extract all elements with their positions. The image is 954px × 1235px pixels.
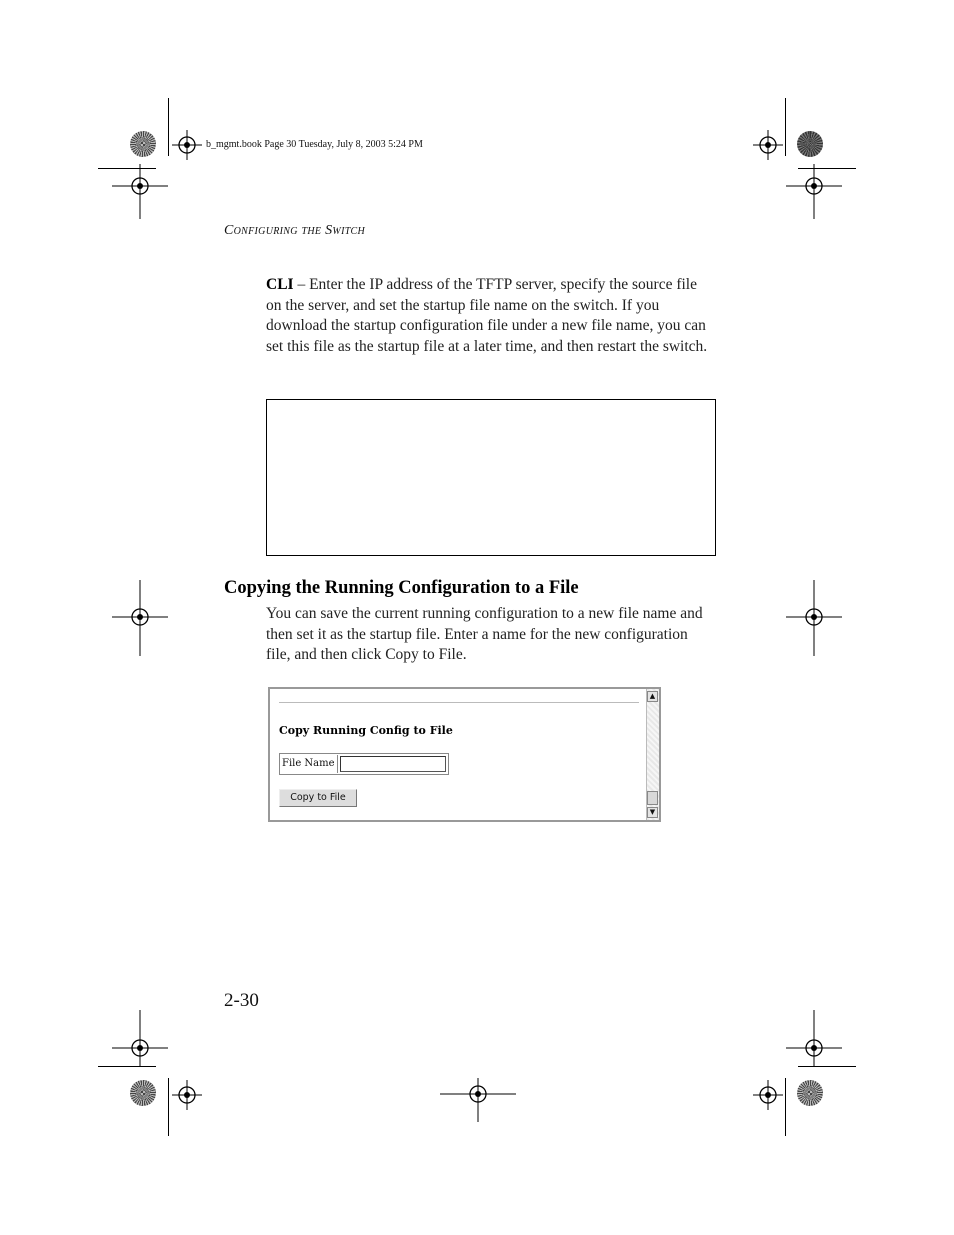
cli-text: – Enter the IP address of the TFTP server, specify the source file on the server, and set the startup file name on the switch. If you download the startup configuration file under a new file name, you can set this file as the startup file at a later time, and then restart the switch. [266,276,708,355]
web-ui-screenshot [268,687,661,822]
registration-dial-icon [130,131,156,157]
panel-title: Copy Running Config to File [279,724,453,737]
crosshair-target-icon [110,1010,170,1070]
registration-dial-icon [130,1080,156,1106]
cli-paragraph [266,275,712,357]
crosshair-target-icon [753,1080,783,1110]
crosshair-target-icon [110,580,170,656]
crosshair-target-icon [784,159,844,219]
cli-example-box [266,399,716,556]
registration-dial-icon [797,131,823,157]
file-name-row [279,753,449,775]
scroll-down-arrow-icon[interactable]: ▼ [647,807,658,818]
crosshair-target-icon [753,130,783,160]
running-head: Configuring the Switch [224,223,366,238]
divider [279,702,639,703]
page-number: 2-30 [224,990,259,1011]
crosshair-target-icon [784,1010,844,1070]
copy-to-file-button[interactable]: Copy to File [279,789,357,807]
vertical-scrollbar[interactable] [646,689,659,820]
section-paragraph: You can save the current running configuration to a new file name and then set it as the startup file. Enter a name for the new configuration file, and then click Copy to File. [266,605,703,663]
crosshair-target-icon [440,1078,516,1122]
cli-label: CLI [266,276,294,293]
scroll-up-arrow-icon[interactable]: ▲ [647,691,658,702]
book-file-info: b_mgmt.book Page 30 Tuesday, July 8, 2003 5:24 PM [206,139,423,150]
crosshair-target-icon [172,130,202,160]
screenshot-content [270,689,648,820]
crosshair-target-icon [172,1080,202,1110]
crosshair-target-icon [110,159,170,219]
file-name-input[interactable] [340,756,446,772]
section-heading: Copying the Running Configuration to a File [224,578,579,598]
file-name-label: File Name [280,755,338,773]
crosshair-target-icon [784,580,844,656]
scroll-thumb[interactable] [647,791,658,805]
registration-dial-icon [797,1080,823,1106]
